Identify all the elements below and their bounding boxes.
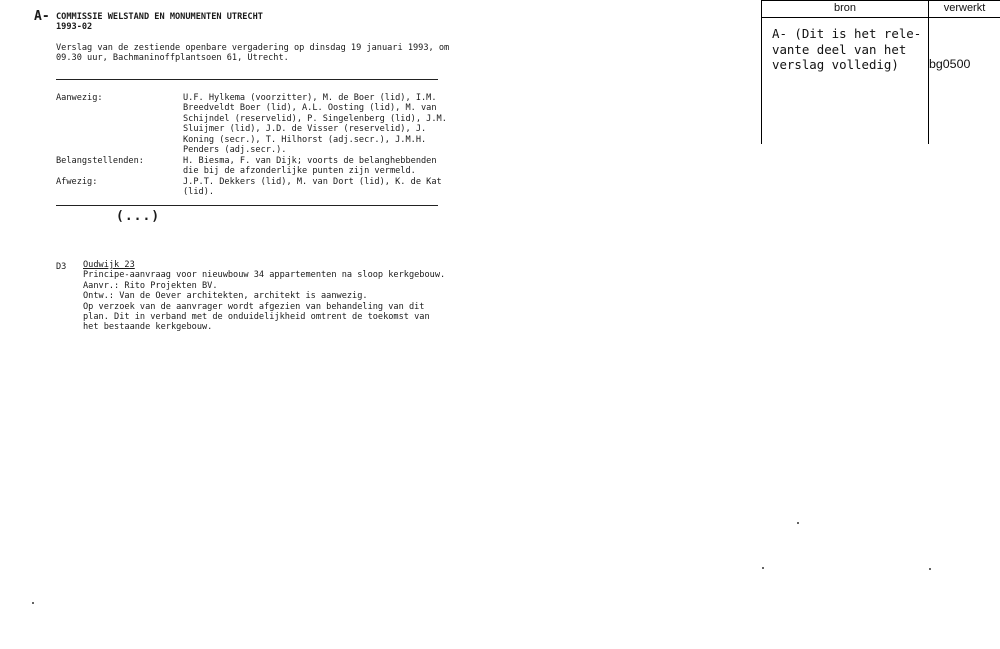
interested-list: H. Biesma, F. van Dijk; voorts de belanghebbenden die bij de afzonderlijke punten zijn vermeld. <box>183 156 437 177</box>
present-label: Aanwezig: <box>56 93 103 103</box>
table-header-border <box>762 17 1000 18</box>
absent-label: Afwezig: <box>56 177 98 187</box>
present-list: U.F. Hylkema (voorzitter), M. de Boer (lid), I.M. Breedveldt Boer (lid), A.L. Oosting (lid), M. van Schijndel (reservelid), P. Singelenberg (lid), J.M. Sluijmer (lid), J.D. de Visser (reservelid), J. Koning (secr.), T. Hilhorst (adj.secr.), J.M.H. Penders (adj.secr.). <box>183 93 447 156</box>
column-header-bron: bron <box>833 2 857 14</box>
table-top-border <box>762 0 1000 1</box>
reference-number: 1993-02 <box>56 22 93 32</box>
processed-code: bg0500 <box>929 57 971 71</box>
absent-list: J.P.T. Dekkers (lid), M. van Dort (lid), K. de Kat (lid). <box>183 177 442 198</box>
source-note: A- (Dit is het rele- vante deel van het verslag volledig) <box>772 26 922 73</box>
agenda-item <box>83 260 463 333</box>
omission-mark: (...) <box>116 209 161 224</box>
agenda-item-line: plan. Dit in verband met de onduidelijkheid omtrent de toekomst van <box>83 312 430 323</box>
divider-bottom <box>56 205 438 206</box>
table-left-border <box>761 0 762 144</box>
scan-speck <box>929 568 931 570</box>
table-column-divider <box>928 0 929 144</box>
agenda-item-title: Oudwijk 23 <box>83 260 135 270</box>
section-marker: A- <box>34 9 50 24</box>
interested-label: Belangstellenden: <box>56 156 144 166</box>
agenda-item-code: D3 <box>56 262 67 272</box>
scan-speck <box>797 522 799 524</box>
agenda-item-line: Principe-aanvraag voor nieuwbouw 34 appartementen na sloop kerkgebouw. <box>83 270 446 281</box>
organisation-heading: COMMISSIE WELSTAND EN MONUMENTEN UTRECHT <box>56 12 263 22</box>
divider-top <box>56 79 438 80</box>
agenda-item-line: Ontw.: Van de Oever architekten, architekt is aanwezig. <box>83 291 368 302</box>
column-header-verwerkt: verwerkt <box>943 2 986 14</box>
agenda-item-line: Aanvr.: Rito Projekten BV. <box>83 280 218 291</box>
agenda-item-line: Op verzoek van de aanvrager wordt afgezien van behandeling van dit <box>83 301 425 312</box>
scan-speck <box>762 567 764 569</box>
scan-speck <box>32 602 34 604</box>
meeting-intro: Verslag van de zestiende openbare vergadering op dinsdag 19 januari 1993, om 09.30 uur, Bachmaninoffplantsoen 61, Utrecht. <box>56 43 450 64</box>
agenda-item-line: het bestaande kerkgebouw. <box>83 322 213 333</box>
